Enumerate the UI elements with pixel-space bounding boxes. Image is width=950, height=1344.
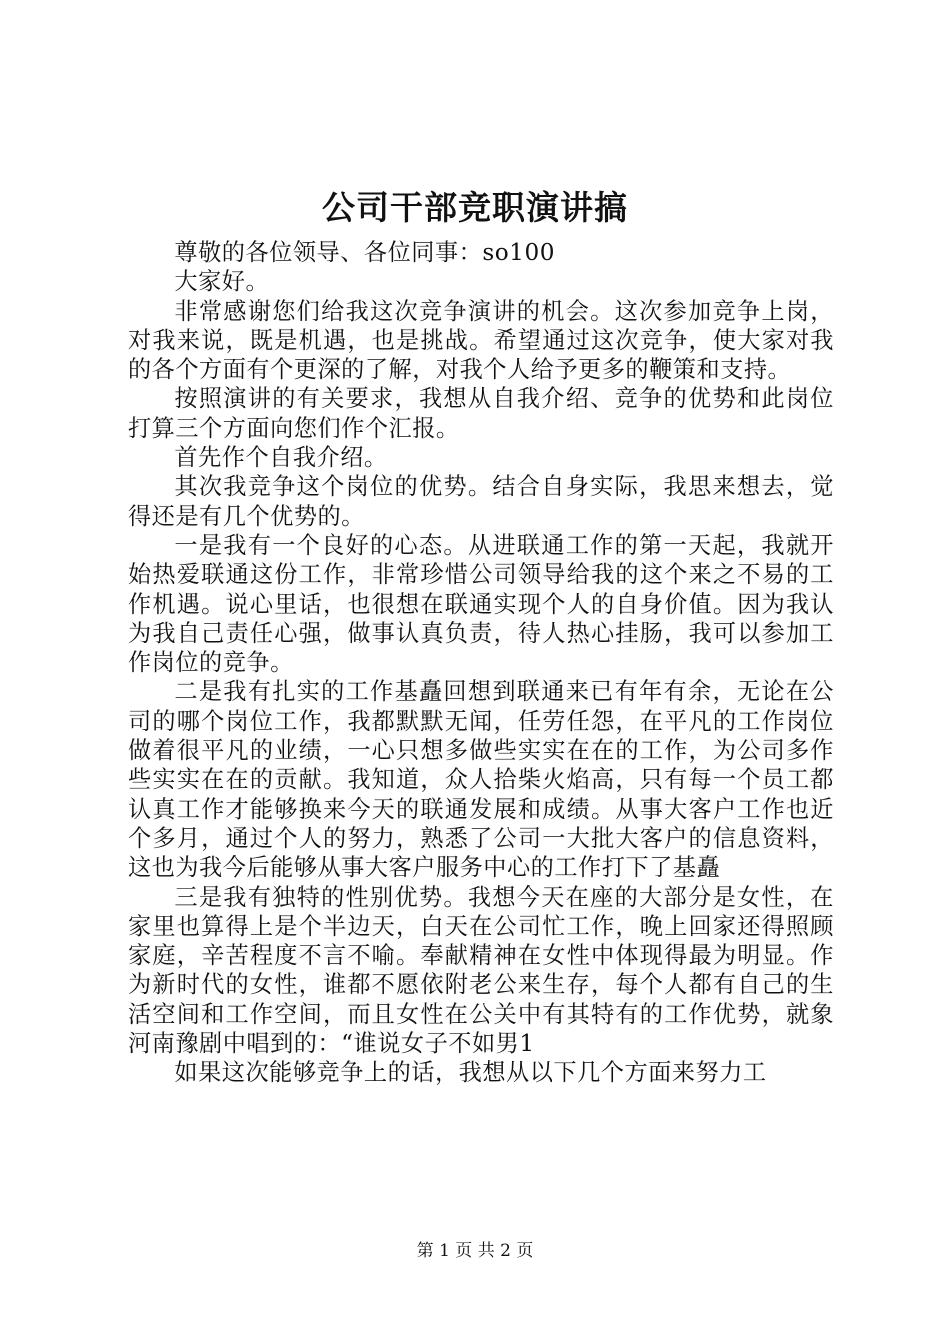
paragraph: 首先作个自我介绍。 [174, 444, 388, 472]
page-number-footer: 第 1 页 共 2 页 [416, 1241, 534, 1261]
paragraph: 大家好。 [174, 268, 270, 296]
document-title: 公司干部竞职演讲搞 [322, 188, 628, 227]
paragraph: 如果这次能够竞争上的话，我想从以下几个方面来努力工 [174, 1059, 767, 1087]
paragraph: 一是我有一个良好的心态。从进联通工作的第一天起，我就开始热爱联通这份工作，非常珍惜公司领导给我的这个来之不易的工作机遇。说心里话，也很想在联通实现个人的自身价值。因为我认为我自己责任心强，做事认真负责，待人热心挂肠，我可以参加工作岗位的竞争。 [128, 531, 834, 677]
paragraph: 其次我竞争这个岗位的优势。结合自身实际，我思来想去，觉得还是有几个优势的。 [128, 473, 834, 530]
paragraph: 三是我有独特的性别优势。我想今天在座的大部分是女性，在家里也算得上是个半边天，白天在公司忙工作，晚上回家还得照顾家庭，辛苦程度不言不喻。奉献精神在女性中体现得最为明显。作为新时代的女性，谁都不愿依附老公来生存，每个人都有自己的生活空间和工作空间，而且女性在公关中有其特有的工作优势，就象河南豫剧中唱到的：“谁说女子不如男1 [128, 883, 834, 1058]
paragraph: 尊敬的各位领导、各位同事：so100 [174, 239, 555, 266]
paragraph: 按照演讲的有关要求，我想从自我介绍、竞争的优势和此岗位打算三个方面向您们作个汇报。 [128, 385, 834, 442]
paragraph: 非常感谢您们给我这次竞争演讲的机会。这次参加竞争上岗，对我来说，既是机遇，也是挑战。希望通过这次竞争，使大家对我的各个方面有个更深的了解，对我个人给予更多的鞭策和支持。 [128, 297, 834, 384]
document-body [128, 238, 834, 1088]
paragraph: 二是我有扎实的工作基矗回想到联通来已有年有余，无论在公司的哪个岗位工作，我都默默无闻，任劳任怨，在平凡的工作岗位做着很平凡的业绩，一心只想多做些实实在在的工作，为公司多作些实实在在的贡献。我知道，众人拾柴火焰高，只有每一个员工都认真工作才能够换来今天的联通发展和成绩。从事大客户工作也近个多月，通过个人的努力，熟悉了公司一大批大客户的信息资料，这也为我今后能够从事大客户服务中心的工作打下了基矗 [128, 678, 834, 882]
